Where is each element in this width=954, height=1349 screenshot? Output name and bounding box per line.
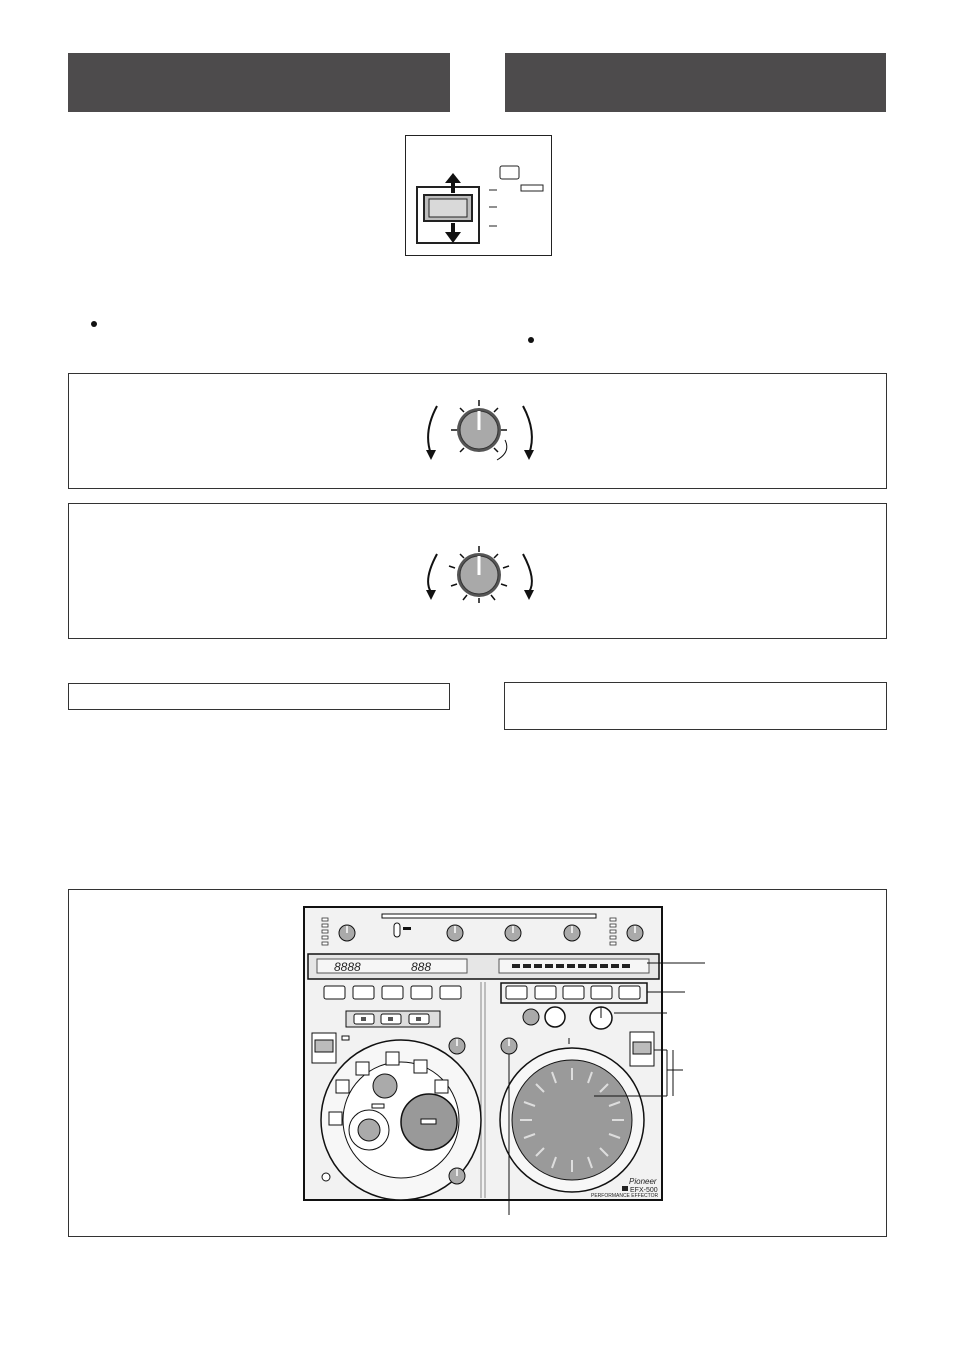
note-box-left <box>68 683 450 710</box>
knob-panel-top <box>68 373 887 489</box>
device-subtitle: PERFORMANCE EFFECTOR <box>591 1193 659 1199</box>
knob-illustration-top <box>423 392 543 482</box>
tempo-range-illustration <box>405 135 552 256</box>
device-illustration <box>69 890 888 1238</box>
section-header-left <box>68 53 450 112</box>
knob-panel-bottom <box>68 503 887 639</box>
device-panel <box>68 889 887 1237</box>
bullet-right <box>528 337 534 343</box>
note-box-right <box>504 682 887 730</box>
display-right-digits: 888 <box>411 960 432 974</box>
device-model: EFX-500 <box>630 1187 658 1194</box>
display-left-digits: 8888 <box>334 960 361 974</box>
device-brand: Pioneer <box>629 1177 657 1186</box>
section-header-right <box>505 53 886 112</box>
knob-illustration-bottom <box>423 540 543 630</box>
bullet-left <box>91 321 97 327</box>
